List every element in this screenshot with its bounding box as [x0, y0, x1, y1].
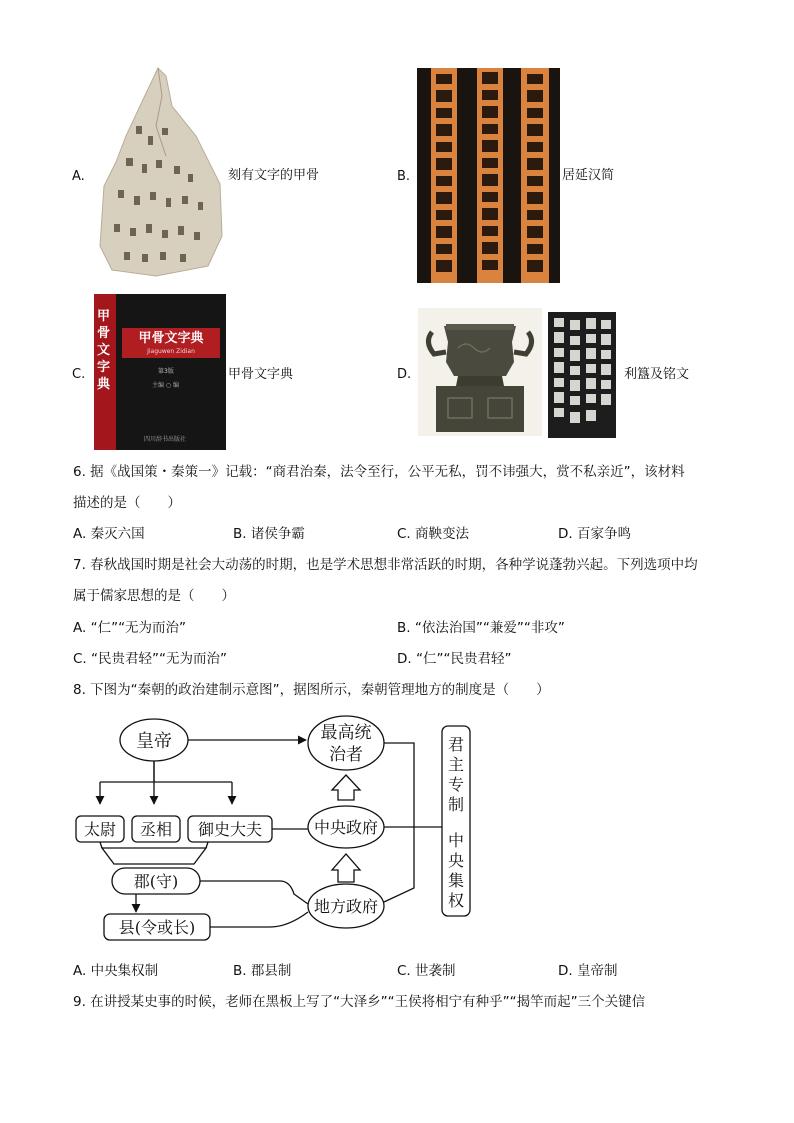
side-char-6: 央 — [447, 851, 465, 870]
jun-label: 郡(守) — [133, 872, 179, 891]
q8-stem-line1: 8. 下图为“秦朝的政治建制示意图”，据图所示，秦朝管理地方的制度是（ ） — [73, 682, 550, 698]
supreme-ruler-label-2: 治者 — [329, 745, 363, 765]
q8-option-b[interactable]: B. 郡县制 — [233, 963, 292, 979]
side-char-7: 集 — [447, 871, 465, 890]
qin-political-structure-diagram — [70, 708, 490, 948]
book-title: 甲骨文字典 — [138, 331, 204, 346]
xian-label: 县(令或长) — [118, 918, 196, 937]
hollow-arrow-up-2 — [332, 854, 360, 882]
book-edition: 第3版 — [158, 368, 174, 375]
book-spine-title: 甲骨文字典 — [97, 309, 111, 392]
side-char-3: 专 — [447, 775, 465, 794]
hollow-arrow-up-1 — [332, 775, 360, 800]
chengxiang-label: 丞相 — [139, 820, 173, 839]
q6-option-a[interactable]: A. 秦灭六国 — [73, 526, 145, 542]
supreme-ruler-label-1: 最高统 — [320, 723, 372, 743]
q6-option-b[interactable]: B. 诸侯争霸 — [233, 526, 305, 542]
option-c-letter: C. — [72, 367, 86, 382]
q8-option-a[interactable]: A. 中央集权制 — [73, 963, 159, 979]
q6-option-c[interactable]: C. 商鞅变法 — [397, 526, 470, 542]
side-char-1: 君 — [447, 735, 465, 754]
yushi-label: 御史大夫 — [197, 820, 263, 839]
q6-option-d[interactable]: D. 百家争鸣 — [558, 526, 631, 542]
q6-stem-line2: 描述的是（ ） — [73, 495, 181, 511]
oracle-bone-image — [96, 66, 226, 278]
book-publisher: 四川辞书出版社 — [144, 436, 187, 443]
li-gui-bronze-image — [418, 308, 542, 436]
dictionary-book-image — [94, 294, 226, 450]
q7-option-a[interactable]: A. “仁”“无为而治” — [73, 620, 187, 636]
q8-option-d[interactable]: D. 皇帝制 — [558, 963, 618, 979]
option-b-letter: B. — [397, 169, 411, 184]
q7-option-d[interactable]: D. “仁”“民贵君轻” — [397, 651, 512, 667]
local-government-label: 地方政府 — [313, 897, 379, 916]
taiwei-label: 太尉 — [83, 820, 117, 839]
side-char-2: 主 — [447, 755, 465, 774]
q7-stem-line2: 属于儒家思想的是（ ） — [73, 588, 235, 604]
inscription-rubbing-image — [548, 312, 616, 438]
side-char-4: 制 — [447, 795, 465, 814]
bamboo-slips-image — [417, 68, 560, 283]
central-government-label: 中央政府 — [313, 818, 379, 837]
side-char-5: 中 — [447, 831, 465, 850]
q8-option-c[interactable]: C. 世袭制 — [397, 963, 456, 979]
book-author: 主编 ○ 编 — [152, 382, 180, 389]
q9-stem-line1: 9. 在讲授某史事的时候，老师在黑板上写了“大泽乡”“王侯将相宁有种乎”“揭竿而起”三个关键信 — [73, 994, 646, 1010]
q7-option-c[interactable]: C. “民贵君轻”“无为而治” — [73, 651, 227, 667]
funnel-shape — [102, 848, 206, 864]
option-c-caption: 甲骨文字典 — [228, 367, 294, 382]
option-d-letter: D. — [397, 367, 412, 382]
book-pinyin: Jiaguwen Zidian — [147, 348, 195, 355]
book-title-box — [122, 328, 220, 358]
option-d-caption: 利簋及铭文 — [624, 367, 690, 382]
q6-stem-line1: 6. 据《战国策・秦策一》记载：“商君治秦，法令至行，公平无私，罚不讳强大，赏不私亲近”，该材料 — [73, 464, 685, 480]
emperor-label: 皇帝 — [136, 731, 172, 752]
option-b-caption: 居延汉简 — [562, 168, 615, 183]
q7-stem-line1: 7. 春秋战国时期是社会大动荡的时期，也是学术思想非常活跃的时期，各种学说蓬勃兴起。下列选项中均 — [73, 557, 698, 573]
option-a-caption: 刻有文字的甲骨 — [228, 168, 320, 183]
side-char-8: 权 — [447, 891, 465, 910]
option-a-letter: A. — [72, 169, 85, 184]
q7-option-b[interactable]: B. “依法治国”“兼爱”“非攻” — [397, 620, 565, 636]
